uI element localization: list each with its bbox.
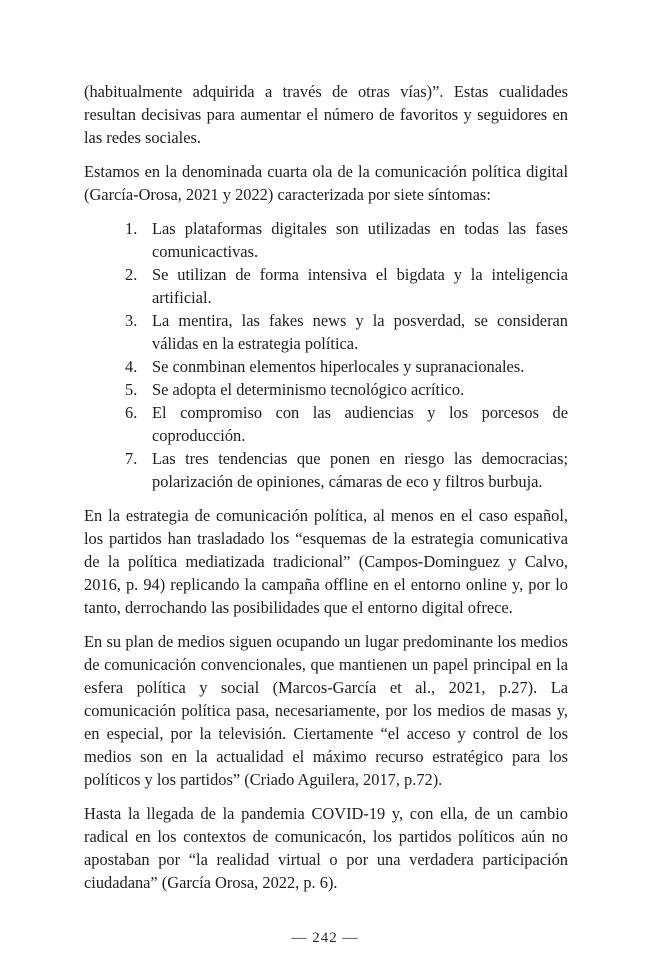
list-text: Se utilizan de forma intensiva el bigdata y la inteligencia artificial. bbox=[152, 265, 568, 307]
paragraph: En la estrategia de comunicación política, al menos en el caso español, los partidos han trasladado los “esquemas de la estrategia comunicativa de la política mediatizada tradicional” (Campos-Dominguez y Calvo, 2016, p. 94) replicando la campaña offline en el entorno online y, por lo tanto, derrochando las posibilidades que el entorno digital ofrece. bbox=[84, 506, 568, 617]
list-item bbox=[84, 309, 568, 355]
page-number: — 242 — bbox=[291, 930, 359, 946]
list-text: Se conmbinan elementos hiperlocales y supranacionales. bbox=[152, 357, 525, 376]
paragraph: En su plan de medios siguen ocupando un lugar predominante los medios de comunicación convencionales, que mantienen un papel principal en la esfera política y social (Marcos-García et al., 2021, p.27). La comunicación política pasa, necesariamente, por los medios de masas y, en especial, por la televisión. Ciertamente “el acceso y control de los medios son en la actualidad el máximo recurso estratégico para los políticos y los partidos” (Criado Aguilera, 2017, p.72). bbox=[84, 632, 568, 789]
list-text: La mentira, las fakes news y la posverdad, se consideran válidas en la estrategia política. bbox=[152, 311, 568, 353]
list-item bbox=[84, 217, 568, 263]
list-number: 6. bbox=[125, 403, 138, 422]
paragraph: Estamos en la denominada cuarta ola de la comunicación política digital (García-Orosa, 2021 y 2022) caracterizada por siete síntomas: bbox=[84, 162, 568, 204]
list-item bbox=[84, 401, 568, 447]
list-item bbox=[84, 263, 568, 309]
list-text: El compromiso con las audiencias y los porcesos de coproducción. bbox=[152, 403, 568, 445]
paragraph: (habitualmente adquirida a través de otras vías)”. Estas cualidades resultan decisivas para aumentar el número de favoritos y seguidores en las redes sociales. bbox=[84, 82, 568, 147]
list-number: 1. bbox=[125, 219, 138, 238]
paragraph: Hasta la llegada de la pandemia COVID-19 y, con ella, de un cambio radical en los contextos de comunicacón, los partidos políticos aún no apostaban por “la realidad virtual o por una verdadera participación ciudadana” (García Orosa, 2022, p. 6). bbox=[84, 804, 568, 892]
list-number: 2. bbox=[125, 265, 138, 284]
list-number: 5. bbox=[125, 380, 138, 399]
page-body bbox=[84, 80, 568, 905]
list-number: 3. bbox=[125, 311, 138, 330]
list-text: Las tres tendencias que ponen en riesgo las democracias; polarización de opiniones, cámaras de eco y filtros burbuja. bbox=[152, 449, 568, 491]
list-item bbox=[84, 355, 568, 378]
list-text: Se adopta el determinismo tecnológico acrítico. bbox=[152, 380, 465, 399]
list-item bbox=[84, 378, 568, 401]
symptoms-list bbox=[84, 217, 568, 493]
list-text: Las plataformas digitales son utilizadas en todas las fases comunicactivas. bbox=[152, 219, 568, 261]
list-number: 7. bbox=[125, 449, 138, 468]
list-number: 4. bbox=[125, 357, 138, 376]
list-item bbox=[84, 447, 568, 493]
